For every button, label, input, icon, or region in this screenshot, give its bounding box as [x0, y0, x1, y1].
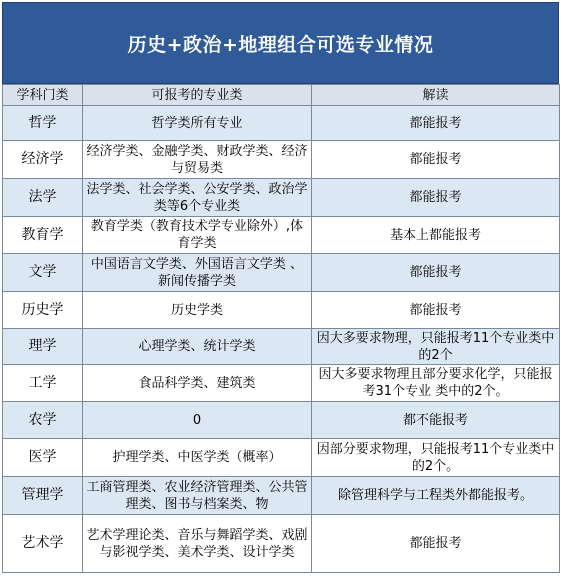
table-row — [3, 106, 560, 141]
table-row — [3, 365, 560, 402]
category-cell: 理学 — [3, 329, 83, 365]
category-cell: 文学 — [3, 254, 83, 292]
note-cell: 除管理科学与工程类外都能报考。 — [312, 477, 560, 515]
majors-cell: 0 — [83, 402, 312, 439]
majors-cell: 心理学类、统计学类 — [83, 329, 312, 365]
table-row — [3, 254, 560, 292]
category-cell: 农学 — [3, 402, 83, 439]
table-row — [3, 477, 560, 515]
note-cell: 都不能报考 — [312, 402, 560, 439]
category-cell: 工学 — [3, 365, 83, 402]
title-bar — [2, 2, 559, 84]
majors-table — [2, 84, 560, 573]
table-row — [3, 402, 560, 439]
note-cell: 因大多要求物理且部分要求化学，只能报考31个专业 类中的2个。 — [312, 365, 560, 402]
page-title: 历史+政治+地理组合可选专业情况 — [127, 33, 434, 56]
note-cell: 都能报考 — [312, 179, 560, 217]
note-cell: 都能报考 — [312, 515, 560, 573]
majors-cell: 食品科学类、建筑类 — [83, 365, 312, 402]
category-cell: 哲学 — [3, 106, 83, 141]
header-row — [3, 85, 560, 106]
note-cell: 基本上都能报考 — [312, 217, 560, 254]
table-row — [3, 329, 560, 365]
table-row — [3, 292, 560, 329]
category-cell: 法学 — [3, 179, 83, 217]
majors-cell: 艺术学理论类、音乐与舞蹈学类、戏剧与影视学类、美术学类、设计学类 — [83, 515, 312, 573]
note-cell: 都能报考 — [312, 254, 560, 292]
note-cell: 因大多要求物理，只能报考11个专业类中的2个 — [312, 329, 560, 365]
majors-cell: 教育学类（教育技术学专业除外）,体育学类 — [83, 217, 312, 254]
header-majors: 可报考的专业类 — [83, 85, 312, 106]
majors-cell: 法学类、社会学类、公安学类、政治学类等6个专业类 — [83, 179, 312, 217]
table-row — [3, 179, 560, 217]
category-cell: 管理学 — [3, 477, 83, 515]
majors-cell: 中国语言文学类、外国语言文学类 、新闻传播学类 — [83, 254, 312, 292]
category-cell: 艺术学 — [3, 515, 83, 573]
table-row — [3, 515, 560, 573]
category-cell: 历史学 — [3, 292, 83, 329]
table-row — [3, 141, 560, 179]
category-cell: 教育学 — [3, 217, 83, 254]
note-cell: 因部分要求物理，只能报考11个专业类中的2个。 — [312, 439, 560, 477]
majors-cell: 哲学类所有专业 — [83, 106, 312, 141]
table-row — [3, 439, 560, 477]
header-category: 学科门类 — [3, 85, 83, 106]
majors-cell: 护理学类、中医学类（概率） — [83, 439, 312, 477]
header-note: 解读 — [312, 85, 560, 106]
note-cell: 都能报考 — [312, 141, 560, 179]
majors-cell: 历史学类 — [83, 292, 312, 329]
category-cell: 经济学 — [3, 141, 83, 179]
note-cell: 都能报考 — [312, 292, 560, 329]
majors-cell: 工商管理类、农业经济管理类、公共管理类、图书与档案类、物 — [83, 477, 312, 515]
category-cell: 医学 — [3, 439, 83, 477]
majors-cell: 经济学类、金融学类、财政学类、经济与贸易类 — [83, 141, 312, 179]
note-cell: 都能报考 — [312, 106, 560, 141]
table-row — [3, 217, 560, 254]
